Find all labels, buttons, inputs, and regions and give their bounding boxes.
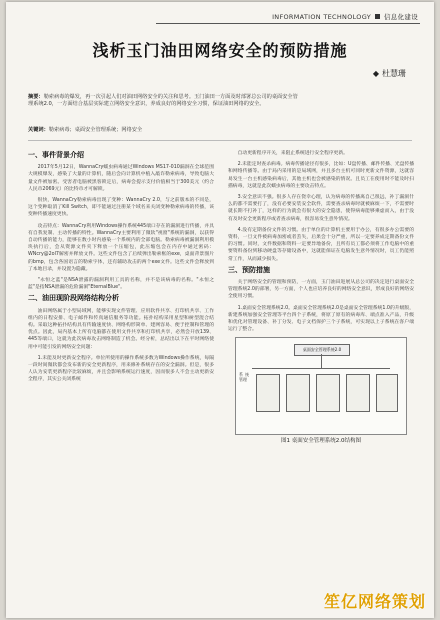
- diagram-node: [286, 374, 310, 412]
- paragraph: 很快，WannaCry勒索病毒出现了变种：WannaCry 2.0，与之前版本的不同是，这个变种取消了Kill Switch，即不能通过注册某个域名来关闭变种勒索病毒的传播，该变种传播速度更快。: [28, 198, 214, 218]
- keywords-label: 关键词：: [28, 127, 49, 133]
- paragraph: 1.桌面安全管理系统2.0。桌面安全管理系统2.0是桌面安全管理系统1.0的升级版，新建系统加强安全管理等平台四个子系统，将原了原有的病毒库、端点准入产品，升级和优化对管理设备、补丁分发、电子文档保护三个子系统，可实现以上子系统在客户端运行了整合。: [228, 305, 414, 333]
- document-page: [6, 2, 434, 618]
- paragraph: 自动更新程序开关，来阻止系统进行安全程序更新。: [237, 151, 348, 156]
- diagram-node: [316, 374, 340, 412]
- article-title: 浅析玉门油田网络安全的预防措施: [92, 41, 348, 60]
- diagram-node: [256, 374, 280, 412]
- journal-name-cn: 信息化建设: [384, 13, 418, 21]
- structure-diagram: [235, 337, 407, 435]
- figure-caption: 图1 桌面安全管理系统2.0结构图: [281, 438, 361, 445]
- author-line: [373, 68, 406, 79]
- abstract-rule: [28, 140, 412, 141]
- section-heading: 三、预防措施: [228, 265, 270, 274]
- keywords-text: 勒索病毒；桌面安全管理系统；网络安全: [48, 127, 143, 133]
- paragraph: 2.未能定时查杀病毒。病毒传播途径有很多，比如：U盘传播、邮件传播、光盘传播和网络传播等。由于局内采用的是局域网，并且多台主机可同时更新文件资源，这就容易发生一台主机感染病毒后，其他主机也会被感染的情况。且员工在使用时不能及时扫描病毒，这就是此次蠕虫病毒的主要攻击特点。: [228, 162, 414, 189]
- header-rule: [156, 23, 420, 24]
- paragraph: 1.未能及时更新安全程序。单位所使用的操作系统多数为Windows操作系统，每隔一段时间微软都会发布新的安全更新程序，用来修补系统存在的安全漏洞。但是，很多人认为安装更新程序比较麻烦，并且会影响系统运行速度，因而很多人不会主动更新安全程序，其实公关闭系统: [28, 355, 214, 383]
- diagram-side-label: 系统管理: [239, 372, 249, 383]
- paragraph: 油田网络属于小型局域网，能够实现文件管理、应用软件共享、打印机共享、工作组内的日程安排、电子邮件和传真通信服务等功能。拓扑结构采用星型和树型混合结构。采取这种拓扑结构具有传输速度快、网络构形简单、建网容易、便于控制和管理的优点。因此，局内基本上所有电脑都在使用文件共享和打印机共享，必然会开放139、445等端口，这就为此次病毒攻击网络制造了机会。经分析，总结出以下在平时网络使用中可能引发的网络安全问题：: [28, 308, 214, 350]
- section-heading: 二、油田现阶段网络结构分析: [28, 294, 119, 303]
- section-heading: 一、事件背景介绍: [28, 151, 84, 159]
- journal-header: [272, 12, 418, 21]
- diagram-node: [376, 374, 398, 412]
- left-column: [28, 150, 214, 388]
- diagram-node: [346, 374, 370, 412]
- square-icon: [375, 14, 380, 19]
- journal-name-en: INFORMATION TECHNOLOGY: [272, 12, 371, 21]
- author-name: 杜慧珊: [382, 69, 406, 78]
- abstract-text: 勒索病毒的爆发，再一次引起人们对油田网络安全的关注和思考。玉门油田一方面及时部署总公司的桌面安全管理系统2.0，一方面结合基层实际建立网络安全意识，养成良好的网络安全习惯，保证油田网络的安全。: [28, 94, 298, 108]
- paragraph: 关于网络安全的管理和预防，一方面，玉门油田进展从总公司的决定进行桌面安全管理系统2.0的部署，另一方面，个人也应培养良好的网络安全意识，形成良好的网络安全使用习惯。: [228, 280, 414, 300]
- paragraph: 攻击特点：WannaCry利用Windows操作系统445端口存在的漏洞进行传播，并具有自我复制、主动传播的特性。WannaCry主要利用了微软"视窗"系统的漏洞，以获得自动传播的能力，能够在数小时内感染一个系统内的全部电脑。勒索病毒被漏洞利用模块执行后，会从资源文件夹下释放一个压缩包，此压缩包会在内存中通过密码：WNcry@2ol7解密并释放文件。这些文件包含了后续弹出勒索框的exe，桌面背景图片的bmp，包含各国语言的勒索字体，还有辅助攻击的两个exe文件。这些文件会释放到了本地目录，并设置为隐藏。: [28, 223, 214, 272]
- paragraph: "永恒之蓝"是NSA泄露的漏洞利用工具的名称，并不是该病毒的名称。"永恒之蓝"是指NSA泄漏的危险漏洞"EternalBlue"。: [28, 278, 214, 291]
- abstract-label: 摘要：: [28, 94, 44, 100]
- right-column: [228, 150, 414, 446]
- diagram-connector: [252, 368, 390, 369]
- paragraph: 3.安全意识不强。很多人存在侥幸心理，认为病毒的传播离自己很远，补丁漏洞什么的都不需要打了，没有必要安装安全软件，需要查杀病毒时就被麻烦一下，不需要时就长期不打补丁，这样的行为就会有很大的安全隐患，使得病毒能够乘虚而入，由于没有及时安全更新程序或者查杀病毒，很容易发生意外情况。: [228, 195, 414, 222]
- paragraph: 2017年5月12日，WannaCry蠕虫病毒通过Windows MS17-010漏洞在全球范围大规模爆发，感染了大量的计算机，随后会向计算机中植入敲诈勒索病毒，导致电脑大量文件被加密。受害者电脑被黑客锁定后，病毒会提示支付价值相当于300美元（约合人民币2069元）的比特币才可解锁。: [28, 165, 214, 192]
- diagram-connector: [321, 354, 322, 368]
- abstract: [28, 94, 298, 109]
- paragraph: 4.没有定期备份文件的习惯。由于单位的计算机主要用于办公，有很多办公需要的资料，一旦文件被病毒加密或者丢失，后果会十分严重，所以一定要养成定期备份文件的习惯。同时，文件数据和资料一定要异地备份，且所有员工都必须将工作电脑中的重要资料备份到移动硬盘等存储设备中，这就能保证在电脑发生意外情况时，员工仍能照常工作，从而减少损失。: [228, 227, 414, 262]
- watermark-logo: 笙亿网络策划: [323, 592, 426, 611]
- keywords: [28, 126, 142, 133]
- diagram-root-node: 桌面安全管理系统2.0: [294, 344, 350, 356]
- diamond-icon: ◆: [372, 69, 379, 78]
